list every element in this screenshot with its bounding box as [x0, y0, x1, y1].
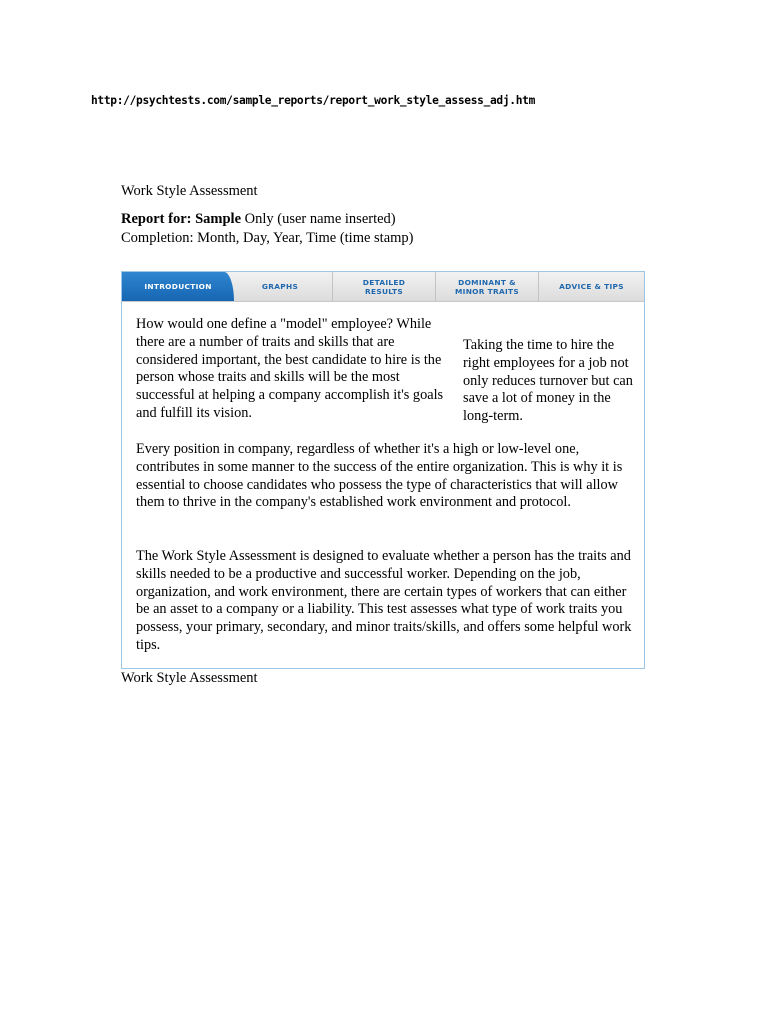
report-panel: [121, 271, 645, 669]
sidebar-callout: Taking the time to hire the right employees for a job not only reduces turnover but can save a lot of money in the long-term.: [463, 337, 633, 425]
tab-dominant-minor-traits[interactable]: DOMINANT & MINOR TRAITS: [436, 272, 539, 301]
report-for-line: [121, 211, 396, 228]
report-label: Report for:: [121, 211, 192, 227]
completion-line: Completion: Month, Day, Year, Time (time stamp): [121, 230, 414, 246]
document-footer: Work Style Assessment: [121, 670, 258, 686]
source-url: http://psychtests.com/sample_reports/report_work_style_assess_adj.htm: [91, 94, 536, 107]
tab-detailed-results[interactable]: DETAILED RESULTS: [333, 272, 436, 301]
tab-graphs[interactable]: GRAPHS: [228, 272, 333, 301]
tab-introduction[interactable]: INTRODUCTION: [122, 272, 234, 301]
body-paragraph-2: Every position in company, regardless of whether it's a high or low-level one, contributes in some manner to the success of the entire organization. This is why it is essential to choose candidates who possess the type of characteristics that will allow them to thrive in the company's established work environment and protocol.: [136, 441, 623, 511]
intro-paragraph: How would one define a "model" employee? While there are a number of traits and skills that are considered important, the best candidate to hire is the person whose traits and skills will be the most successful at helping a company accomplish it's goals and fulfill its vision.: [136, 316, 444, 421]
tab-advice-tips[interactable]: ADVICE & TIPS: [539, 272, 644, 301]
tab-bar: [122, 272, 644, 302]
report-name: Sample: [195, 211, 242, 227]
report-name-note: Only (user name inserted): [241, 211, 396, 227]
document-title: Work Style Assessment: [121, 183, 258, 199]
body-paragraph-3: The Work Style Assessment is designed to evaluate whether a person has the traits and skills needed to be a productive and successful worker. Depending on the job, organization, and work environment, there are certain types of workers that can either be an asset to a company or a liability. This test assesses what type of work traits you possess, your primary, secondary, and minor traits/skills, and offers some helpful work tips.: [136, 548, 632, 653]
